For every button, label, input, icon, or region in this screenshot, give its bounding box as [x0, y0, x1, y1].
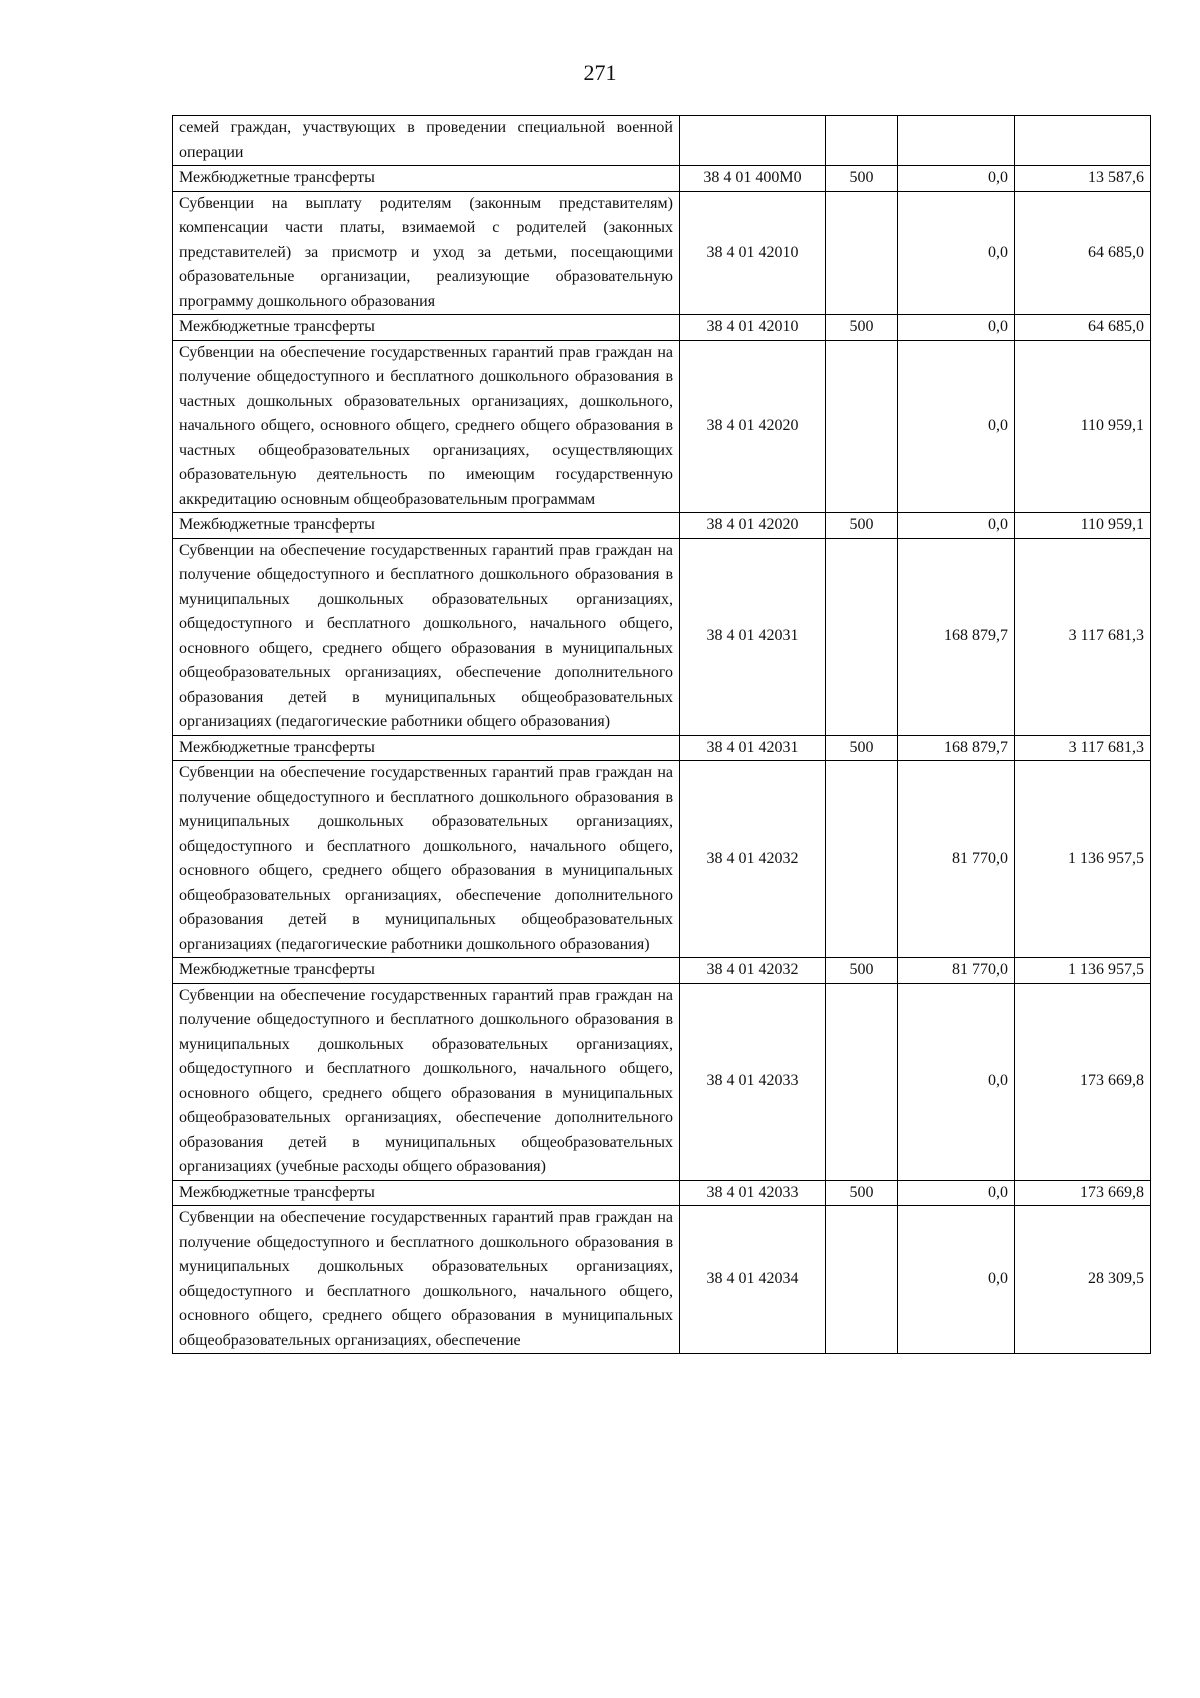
row-code-cell: 38 4 01 42020: [680, 340, 826, 513]
row-value2-cell: 1 136 957,5: [1015, 761, 1151, 958]
row-value1-cell: 0,0: [898, 340, 1015, 513]
row-type-cell: [826, 538, 898, 735]
row-code-cell: 38 4 01 42010: [680, 191, 826, 315]
row-value1-cell: 81 770,0: [898, 958, 1015, 984]
row-value2-cell: [1015, 116, 1151, 166]
table-row: [173, 958, 1151, 984]
row-value1-cell: 168 879,7: [898, 538, 1015, 735]
row-value1-cell: 0,0: [898, 191, 1015, 315]
row-type-cell: [826, 983, 898, 1180]
table-row: [173, 538, 1151, 735]
row-type-cell: [826, 116, 898, 166]
row-value2-cell: 173 669,8: [1015, 1180, 1151, 1206]
row-type-cell: 500: [826, 513, 898, 539]
row-value2-cell: 110 959,1: [1015, 513, 1151, 539]
table-row: [173, 166, 1151, 192]
row-value2-cell: 28 309,5: [1015, 1206, 1151, 1354]
row-type-cell: [826, 340, 898, 513]
table-row: [173, 513, 1151, 539]
row-value1-cell: [898, 116, 1015, 166]
row-value1-cell: 0,0: [898, 983, 1015, 1180]
row-value1-cell: 0,0: [898, 315, 1015, 341]
row-type-cell: [826, 761, 898, 958]
page-number: 271: [583, 60, 617, 85]
row-type-cell: 500: [826, 958, 898, 984]
table-row: [173, 761, 1151, 958]
row-code-cell: 38 4 01 42010: [680, 315, 826, 341]
row-value2-cell: 3 117 681,3: [1015, 538, 1151, 735]
row-name-cell: Межбюджетные трансферты: [173, 513, 680, 539]
row-code-cell: 38 4 01 42032: [680, 958, 826, 984]
row-type-cell: 500: [826, 315, 898, 341]
table-row: [173, 735, 1151, 761]
row-name-cell: Субвенции на обеспечение государственных гарантий прав граждан на получение общедоступного и бесплатного дошкольного образования в муниципальных дошкольных образовательных организациях, общедоступного и бесплатного дошкольного, начального общего, основного общего, среднего общего образования в муниципальных общеобразовательных организациях, обеспечение дополнительного образования детей в муниципальных общеобразовательных организациях (педагогические работники общего образования): [173, 538, 680, 735]
row-name-cell: Субвенции на обеспечение государственных гарантий прав граждан на получение общедоступного и бесплатного дошкольного образования в муниципальных дошкольных образовательных организациях, общедоступного и бесплатного дошкольного, начального общего, основного общего, среднего общего образования в муниципальных общеобразовательных организациях, обеспечение дополнительного образования детей в муниципальных общеобразовательных организациях (педагогические работники дошкольного образования): [173, 761, 680, 958]
table-row: [173, 1206, 1151, 1354]
row-name-cell: Субвенции на обеспечение государственных гарантий прав граждан на получение общедоступного и бесплатного дошкольного образования в муниципальных дошкольных образовательных организациях, общедоступного и бесплатного дошкольного, начального общего, основного общего, среднего общего образования в муниципальных общеобразовательных организациях, обеспечение: [173, 1206, 680, 1354]
row-code-cell: 38 4 01 400М0: [680, 166, 826, 192]
row-type-cell: [826, 191, 898, 315]
row-name-cell: Субвенции на выплату родителям (законным представителям) компенсации части платы, взимаемой с родителей (законных представителей) за присмотр и уход за детьми, посещающими образовательные организации, реализующие образовательную программу дошкольного образования: [173, 191, 680, 315]
table-row: [173, 116, 1151, 166]
row-name-cell: Субвенции на обеспечение государственных гарантий прав граждан на получение общедоступного и бесплатного дошкольного образования в частных дошкольных образовательных организациях, дошкольного, начального общего, основного общего, среднего общего образования в частных общеобразовательных организациях, осуществляющих образовательную деятельность по имеющим государственную аккредитацию основным общеобразовательным программам: [173, 340, 680, 513]
row-name-cell: Межбюджетные трансферты: [173, 315, 680, 341]
row-code-cell: 38 4 01 42032: [680, 761, 826, 958]
row-value1-cell: 0,0: [898, 1180, 1015, 1206]
table-row: [173, 983, 1151, 1180]
row-value2-cell: 64 685,0: [1015, 191, 1151, 315]
row-value2-cell: 3 117 681,3: [1015, 735, 1151, 761]
row-name-cell: Межбюджетные трансферты: [173, 166, 680, 192]
row-value1-cell: 0,0: [898, 1206, 1015, 1354]
row-type-cell: 500: [826, 166, 898, 192]
row-name-cell: Межбюджетные трансферты: [173, 735, 680, 761]
row-type-cell: 500: [826, 1180, 898, 1206]
table-row: [173, 315, 1151, 341]
row-value2-cell: 1 136 957,5: [1015, 958, 1151, 984]
budget-table: [172, 115, 1151, 1354]
row-code-cell: 38 4 01 42033: [680, 983, 826, 1180]
row-value1-cell: 168 879,7: [898, 735, 1015, 761]
row-value2-cell: 110 959,1: [1015, 340, 1151, 513]
row-value1-cell: 0,0: [898, 513, 1015, 539]
row-type-cell: [826, 1206, 898, 1354]
row-value2-cell: 13 587,6: [1015, 166, 1151, 192]
row-code-cell: 38 4 01 42031: [680, 538, 826, 735]
row-code-cell: [680, 116, 826, 166]
table-row: [173, 191, 1151, 315]
row-name-cell: Субвенции на обеспечение государственных гарантий прав граждан на получение общедоступного и бесплатного дошкольного образования в муниципальных дошкольных образовательных организациях, общедоступного и бесплатного дошкольного, начального общего, основного общего, среднего общего образования в муниципальных общеобразовательных организациях, обеспечение дополнительного образования детей в муниципальных общеобразовательных организациях (учебные расходы общего образования): [173, 983, 680, 1180]
row-name-cell: семей граждан, участвующих в проведении специальной военной операции: [173, 116, 680, 166]
row-value2-cell: 64 685,0: [1015, 315, 1151, 341]
row-type-cell: 500: [826, 735, 898, 761]
row-code-cell: 38 4 01 42020: [680, 513, 826, 539]
row-value1-cell: 0,0: [898, 166, 1015, 192]
row-code-cell: 38 4 01 42034: [680, 1206, 826, 1354]
row-code-cell: 38 4 01 42033: [680, 1180, 826, 1206]
row-name-cell: Межбюджетные трансферты: [173, 958, 680, 984]
table-row: [173, 1180, 1151, 1206]
row-code-cell: 38 4 01 42031: [680, 735, 826, 761]
row-value1-cell: 81 770,0: [898, 761, 1015, 958]
table-row: [173, 340, 1151, 513]
row-value2-cell: 173 669,8: [1015, 983, 1151, 1180]
row-name-cell: Межбюджетные трансферты: [173, 1180, 680, 1206]
